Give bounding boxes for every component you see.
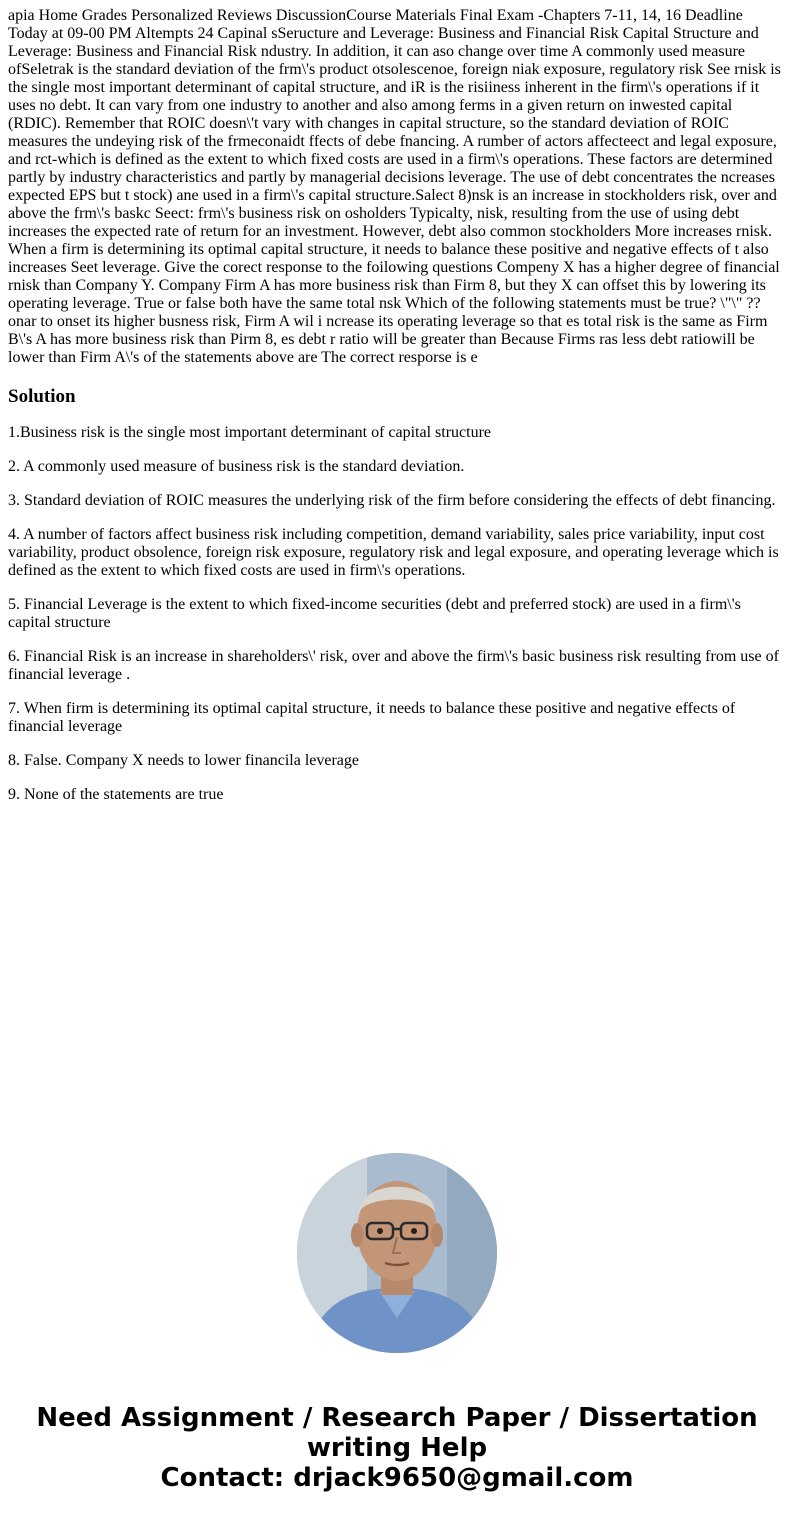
promo-contact: Contact: drjack9650@gmail.com <box>160 1463 634 1493</box>
answer-8: 8. False. Company X needs to lower financila leverage <box>8 752 359 769</box>
answer-2: 2. A commonly used measure of business risk is the standard deviation. <box>8 458 465 475</box>
promo-line-1: Need Assignment / Research Paper / Dissertation <box>36 1403 758 1433</box>
answer-1: 1.Business risk is the single most important determinant of capital structure <box>8 424 492 441</box>
answer-4: 4. A number of factors affect business risk including competition, demand variability, sales price variability, input cost variability, product obsolence, foreign risk exposure, regulatory risk and legal exposure, and operating leverage which is defined as the extent to which fixed costs are used in firm\'s operations. <box>8 526 779 579</box>
promo-banner <box>0 1403 794 1493</box>
answer-3: 3. Standard deviation of ROIC measures the underlying risk of the firm before considering the effects of debt financing. <box>8 492 776 509</box>
answer-5: 5. Financial Leverage is the extent to which fixed-income securities (debt and preferred stock) are used in a firm\'s capital structure <box>8 596 741 631</box>
solution-heading: Solution <box>8 386 76 407</box>
promo-line-2: writing Help <box>306 1433 488 1463</box>
tutor-avatar <box>297 1153 497 1353</box>
question-text: apia Home Grades Personalized Reviews DiscussionCourse Materials Final Exam -Chapters 7-11, 14, 16 Deadline Today at 09-00 PM Altempts 24 Capinal sSeructure and Leverage: Business and Financial Risk Capital Structure and Leverage: Business and Financial Risk ndustry. In addition, it can aso change over time A commonly used measure ofSeletrak is the standard deviation of the frm\'s product otsolescenoe, foreign niak exposure, regulatory risk See rnisk is the single most important determinant of capital structure, and iR is the risiiness inherent in the firm\'s operations if it uses no debt. It can vary from one industry to another and also among ferms in a given return on inwested capital (RDIC). Remember that ROIC doesn\'t vary with changes in capital structure, so the standard deviation of ROIC measures the undeying risk of the frmeconaidt ffects of debe fnancing. A rumber of actors affecteect and legal exposure, and rct-which is defined as the extent to which fixed costs are used in a firm\'s operations. These factors are determined partly by industry characteristics and partly by managerial decisions leverage. The use of debt concentrates the ncreases expected EPS but t stock) ane used in a firm\'s capital structure.Salect 8)nsk is an increase in stockholders risk, over and above the frm\'s baskc Seect: frm\'s business risk on osholders Typicalty, nisk, resulting from the use of using debt increases the expected rate of return for an investment. However, debt also common stockholders More increases rnisk. When a firm is determining its optimal capital structure, it needs to balance these positive and negative effects of t also increases Seet leverage. Give the corect response to the foilowing questions Compeny X has a higher degree of financial rnisk than Company Y. Company Firm A has more business risk than Firm 8, but they X can offset this by lowering its operating leverage. True or false both have the same total nsk Which of the following statements must be true? \"\" ?? onar to onset its higher busness risk, Firm A wil i ncrease its operating leverage so that es total risk is the same as Firm B\'s A has more business risk than Pirm 8, es debt r ratio will be greater than Because Firms ras less debt ratiowill be lower than Firm A\'s of the statements above are The correct resporse is e <box>8 7 781 366</box>
avatar-portrait <box>297 1153 497 1353</box>
answer-9: 9. None of the statements are true <box>8 786 224 803</box>
answer-6: 6. Financial Risk is an increase in shareholders\' risk, over and above the firm\'s basic business risk resulting from use of financial leverage . <box>8 648 779 683</box>
document-body <box>8 7 786 820</box>
answer-7: 7. When firm is determining its optimal capital structure, it needs to balance these positive and negative effects of financial leverage <box>8 700 736 735</box>
